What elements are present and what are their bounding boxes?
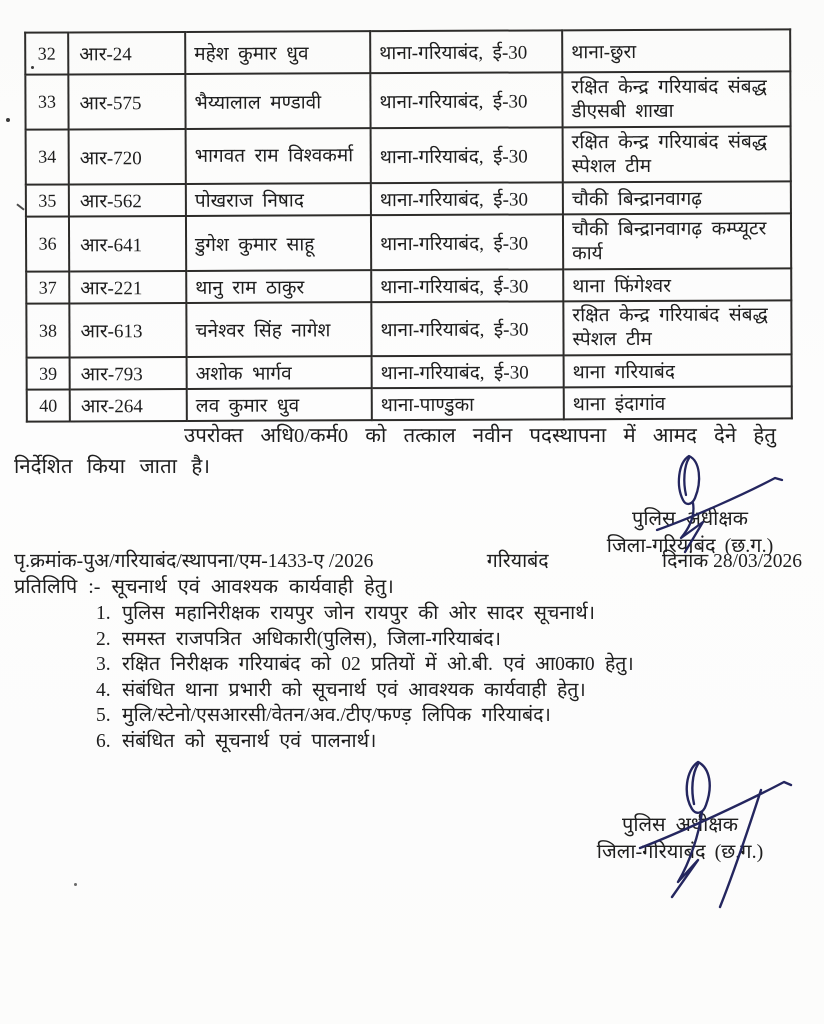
table-row [25,29,790,74]
scan-mark [16,203,24,210]
transfer-roster-table [24,28,793,422]
list-item-number: 3. [96,654,111,676]
cell-name: भैय्यालाल मण्डावी [185,73,370,129]
list-item-number: 4. [96,679,111,701]
cell-new-posting: रक्षित केन्द्र गरियाबंद संबद्ध स्पेशल टीम [563,126,791,182]
cell-serial: 35 [26,184,69,216]
table-row [26,213,791,271]
cell-badge: आर-264 [70,389,187,422]
cell-badge: आर-641 [69,216,186,272]
cell-name: डुगेश कुमार साहू [186,215,371,271]
list-item-text: मुलि/स्टेनो/एसआरसी/वेतन/अव./टीए/फण्ड़ लिपिक गरियाबंद। [122,705,551,727]
reference-number: पृ.क्रमांक-पुअ/गरियाबंद/स्थापना/एम-1433-ए /2026 [14,551,374,572]
cell-current-posting: थाना-गरियाबंद, ई-30 [370,30,562,73]
list-item-text: संबंधित को सूचनार्थ एवं पालनार्थ। [122,730,377,752]
list-item-number: 5. [96,705,111,727]
cell-badge: आर-562 [69,184,186,217]
signatory-title: पुलिस अधीक्षक [621,814,739,836]
cell-current-posting: थाना-पाण्डुका [372,387,564,420]
cell-badge: आर-613 [69,303,186,358]
table-row [26,268,791,303]
cell-badge: आर-720 [69,129,186,185]
order-paragraph: उपरोक्त अधि0/कर्म0 को तत्काल नवीन पदस्थापना में आमद देने हेतु निर्देशित किया जाता है। [14,424,776,479]
table-row [27,386,792,421]
cell-new-posting: थाना गरियाबंद [564,354,792,387]
list-item-text: संबंधित थाना प्रभारी को सूचनार्थ एवं आवश्यक कार्यवाही हेतु। [122,679,586,701]
cell-name: महेश कुमार धुव [185,31,370,74]
cell-new-posting: थाना-छुरा [562,29,790,72]
copy-list [96,601,736,755]
reference-line [14,546,802,573]
cell-new-posting: थाना फिंगेश्वर [563,268,791,301]
cell-current-posting: थाना-गरियाबंद, ई-30 [371,301,563,356]
cell-name: पोखराज निषाद [186,183,371,216]
table-row [26,300,791,357]
list-item-number: 1. [96,603,111,624]
cell-serial: 32 [25,32,68,74]
cell-new-posting: थाना इंदागांव [564,386,792,419]
table-row [26,126,791,184]
cell-current-posting: थाना-गरियाबंद, ई-30 [371,214,563,270]
list-item-text: रक्षित निरीक्षक गरियाबंद को 02 प्रतियों में ओ.बी. एवं आ0का0 हेतु। [122,654,634,676]
cell-serial: 37 [26,271,69,303]
cell-new-posting: रक्षित केन्द्र गरियाबंद संबद्ध डीएसबी शाखा [562,71,790,127]
cell-serial: 38 [26,303,69,357]
cell-badge: आर-221 [69,271,186,304]
list-item-text: पुलिस महानिरीक्षक रायपुर जोन रायपुर की ओर सादर सूचनार्थ। [122,603,596,624]
cell-serial: 34 [26,129,69,184]
cell-name: अशोक भार्गव [187,356,372,389]
cell-name: भागवत राम विश्वकर्मा [186,128,371,184]
signature-block-bottom [560,750,800,864]
signatory-district: जिला-गरियाबंद (छ.ग.) [606,535,774,557]
cell-badge: आर-793 [70,357,187,390]
cell-current-posting: थाना-गरियाबंद, ई-30 [371,127,563,183]
cell-new-posting: चौकी बिन्द्रानवागढ़ कम्प्यूटर कार्य [563,213,791,269]
signatory-title: पुलिस अधीक्षक [631,508,749,530]
signatory-district: जिला-गरियाबंद (छ.ग.) [596,841,764,863]
table-row [27,354,792,389]
list-item [96,678,736,704]
list-item-number: 2. [96,628,111,650]
cell-current-posting: थाना-गरियाबंद, ई-30 [371,269,563,302]
scan-speck [31,66,34,69]
signature-block-top [575,450,805,558]
cell-serial: 33 [25,74,68,129]
cell-current-posting: थाना-गरियाबंद, ई-30 [370,72,562,128]
list-item-text: समस्त राजपत्रित अधिकारी(पुलिस), जिला-गरियाबंद। [122,628,501,650]
cell-name: लव कुमार धुव [187,388,372,421]
cell-serial: 40 [27,389,70,421]
cell-badge: आर-24 [68,32,185,75]
cell-name: चनेश्वर सिंह नागेश [186,302,371,357]
cell-serial: 39 [27,357,70,389]
scan-speck [6,118,10,122]
table-row [26,181,791,216]
cell-name: थानु राम ठाकुर [186,270,371,303]
list-item [96,627,736,653]
reference-place: गरियाबंद [486,551,549,572]
list-item [96,652,736,678]
copy-heading: प्रतिलिपि :- सूचनार्थ एवं आवश्यक कार्यवाही हेतु। [14,576,394,598]
cell-current-posting: थाना-गरियाबंद, ई-30 [372,355,564,388]
cell-current-posting: थाना-गरियाबंद, ई-30 [371,182,563,215]
reference-date: दिनांक 28/03/2026 [662,551,802,572]
cell-new-posting: चौकी बिन्द्रानवागढ़ [563,181,791,214]
list-item [96,601,736,627]
list-item [96,703,736,729]
cell-new-posting: रक्षित केन्द्र गरियाबंद संबद्ध स्पेशल टीम [563,300,791,355]
scan-speck [74,883,77,886]
table-row [25,71,790,129]
list-item-number: 6. [96,730,111,752]
cell-serial: 36 [26,216,69,271]
cell-badge: आर-575 [68,74,185,130]
